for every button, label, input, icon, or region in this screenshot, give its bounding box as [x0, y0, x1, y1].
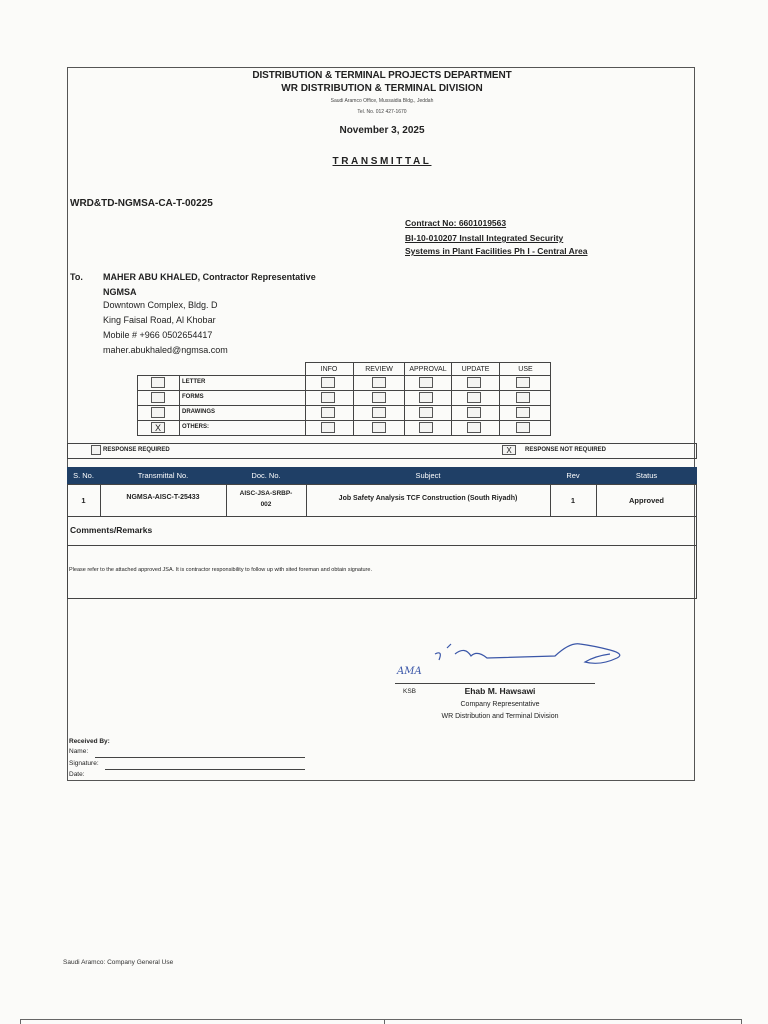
- document-date: November 3, 2025: [339, 125, 425, 136]
- office-tel: Tel. No. 012 427-1670: [357, 109, 407, 115]
- cell-docno-2: 002: [260, 501, 272, 508]
- row-label-drawings: DRAWINGS: [182, 409, 215, 415]
- grid-checkbox[interactable]: [467, 377, 481, 388]
- grid-checkbox[interactable]: [419, 422, 433, 433]
- footer-classification: Saudi Aramco: Company General Use: [63, 959, 174, 966]
- division-title: WR DISTRIBUTION & TERMINAL DIVISION: [281, 83, 483, 94]
- grid-checkbox[interactable]: [372, 392, 386, 403]
- grid-checkbox[interactable]: [321, 407, 335, 418]
- col-info: INFO: [320, 366, 338, 373]
- grid-checkbox[interactable]: [467, 422, 481, 433]
- signatory-name: Ehab M. Hawsawi: [464, 686, 536, 696]
- th-sno: S. No.: [73, 471, 94, 480]
- recipient-name: MAHER ABU KHALED, Contractor Representative: [103, 272, 316, 282]
- grid-checkbox[interactable]: [516, 377, 530, 388]
- th-rev: Rev: [566, 471, 580, 480]
- cell-rev: 1: [570, 496, 576, 505]
- comments-title: Comments/Remarks: [70, 525, 153, 535]
- grid-checkbox[interactable]: [321, 422, 335, 433]
- others-checkbox[interactable]: X: [151, 422, 165, 433]
- grid-checkbox[interactable]: [372, 422, 386, 433]
- project-title-1: BI-10-010207 Install Integrated Security: [405, 233, 564, 243]
- reference-number: WRD&TD-NGMSA-CA-T-00225: [70, 198, 213, 209]
- grid-divider: [451, 375, 452, 436]
- grid-checkbox[interactable]: [321, 392, 335, 403]
- col-update: UPDATE: [451, 363, 499, 376]
- signature-scribble: [395, 632, 635, 682]
- cell-transmittal: NGMSA-AISC-T-25433: [126, 494, 200, 501]
- forms-checkbox[interactable]: [151, 392, 165, 403]
- col-approval: APPROVAL: [404, 363, 451, 376]
- received-name-line: [95, 757, 305, 758]
- response-required-checkbox[interactable]: [91, 445, 101, 455]
- grid-divider: [137, 420, 551, 421]
- th-transmittal: Transmittal No.: [137, 471, 189, 480]
- received-date-label: Date:: [69, 771, 85, 778]
- grid-divider: [179, 375, 180, 436]
- letter-checkbox[interactable]: [151, 377, 165, 388]
- response-not-required-checkbox[interactable]: X: [502, 445, 516, 455]
- grid-checkbox[interactable]: [516, 392, 530, 403]
- grid-checkbox[interactable]: [516, 407, 530, 418]
- comments-text: Please refer to the attached approved JSA. It is contractor responsibility to follow up with sited foreman and obtain signature.: [69, 567, 372, 573]
- signatory-division: WR Distribution and Terminal Division: [441, 713, 559, 720]
- grid-checkbox[interactable]: [372, 407, 386, 418]
- grid-checkbox[interactable]: [467, 392, 481, 403]
- signatory-role: Company Representative: [460, 701, 540, 708]
- recipient-address-1: Downtown Complex, Bldg. D: [103, 300, 218, 310]
- row-label-others: OTHERS:: [182, 424, 209, 430]
- grid-checkbox[interactable]: [372, 377, 386, 388]
- page-bottom-box: [20, 1019, 742, 1024]
- grid-divider: [137, 390, 551, 391]
- received-signature-line: [105, 769, 305, 770]
- row-label-letter: LETTER: [182, 379, 206, 385]
- received-signature-label: Signature:: [69, 760, 99, 767]
- row-label-forms: FORMS: [182, 394, 204, 400]
- cell-status: Approved: [628, 496, 664, 505]
- recipient-address-2: King Faisal Road, Al Khobar: [103, 315, 216, 325]
- signature-line: [395, 683, 595, 684]
- office-address: Saudi Aramco Office, Mussaidia Bldg., Jeddah: [330, 98, 434, 104]
- recipient-email: maher.abukhaled@ngmsa.com: [103, 345, 228, 355]
- grid-checkbox[interactable]: [516, 422, 530, 433]
- grid-divider: [499, 375, 500, 436]
- project-title-2: Systems in Plant Facilities Ph I - Central Area: [405, 246, 588, 256]
- response-not-required-label: RESPONSE NOT REQUIRED: [525, 447, 607, 453]
- to-label: To.: [70, 272, 83, 282]
- grid-checkbox[interactable]: [419, 377, 433, 388]
- contract-number: Contract No: 6601019563: [405, 218, 507, 228]
- page-bottom-divider: [384, 1019, 385, 1024]
- ksb-initials: KSB: [403, 688, 417, 695]
- cell-subject: Job Safety Analysis TCF Construction (South Riyadh): [338, 495, 518, 502]
- document-title: TRANSMITTAL: [332, 156, 432, 167]
- col-use: USE: [499, 363, 551, 376]
- grid-checkbox[interactable]: [321, 377, 335, 388]
- th-status: Status: [635, 471, 658, 480]
- grid-divider: [353, 375, 354, 436]
- grid-divider: [404, 375, 405, 436]
- grid-checkbox[interactable]: [419, 407, 433, 418]
- department-title: DISTRIBUTION & TERMINAL PROJECTS DEPARTMENT: [252, 70, 512, 81]
- comments-title-box: [67, 516, 697, 546]
- th-subject: Subject: [415, 471, 441, 480]
- grid-divider: [137, 405, 551, 406]
- drawings-checkbox[interactable]: [151, 407, 165, 418]
- received-title: Received By:: [69, 738, 110, 745]
- th-docno: Doc. No.: [251, 471, 281, 480]
- grid-checkbox[interactable]: [467, 407, 481, 418]
- recipient-company: NGMSA: [103, 287, 137, 297]
- signature-initials: AMA: [397, 666, 422, 677]
- received-name-label: Name:: [69, 748, 89, 755]
- response-required-label: RESPONSE REQUIRED: [103, 447, 170, 453]
- recipient-mobile: Mobile # +966 0502654417: [103, 330, 213, 340]
- grid-checkbox[interactable]: [419, 392, 433, 403]
- cell-docno-1: AISC-JSA-SRBP-: [239, 490, 293, 497]
- cell-sno: 1: [81, 496, 86, 505]
- col-review: REVIEW: [353, 363, 404, 376]
